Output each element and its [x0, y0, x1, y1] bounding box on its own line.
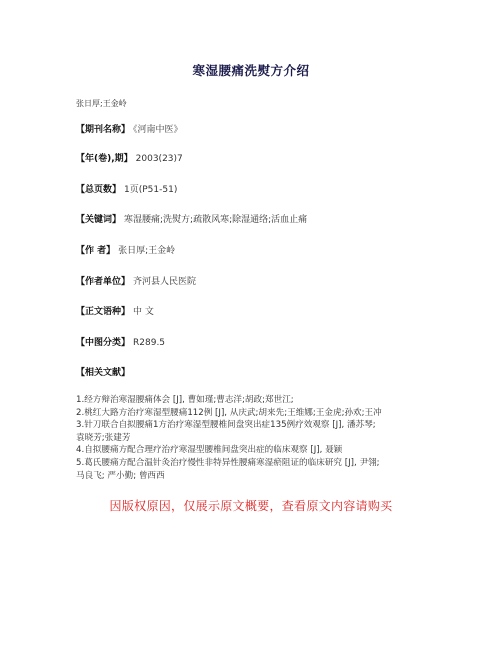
field-clc-label: 【中图分类】 [76, 338, 131, 348]
reference-item[interactable]: 3.针刀联合自拟腰痛1方治疗寒湿型腰椎间盘突出症135例疗效观察 [J], 潘苏琴; [76, 420, 376, 431]
references-list [76, 394, 432, 482]
field-language [76, 306, 154, 318]
field-year-issue-value: 2003(23)7 [135, 154, 183, 164]
reference-item[interactable]: 4.自拟腰痛方配合理疗治疗寒湿型腰椎间盘突出症的临床观察 [J], 聂颖 [76, 445, 343, 456]
copyright-notice: 因版权原因，仅展示原文概要，查看原文内容请购买 [109, 499, 393, 513]
field-clc-value: R289.5 [133, 338, 166, 348]
field-pages-label: 【总页数】 [76, 185, 122, 195]
field-keywords-label: 【关键词】 [76, 215, 122, 225]
field-keywords-value: 寒湿腰痛;洗熨方;疏散风寒;除湿通络;活血止痛 [124, 215, 308, 225]
reference-item-continued[interactable]: 袁晓芳;张建芳 [76, 432, 131, 443]
field-affiliation-value: 齐河县人民医院 [133, 277, 197, 287]
field-journal-value: 《河南中医》 [133, 125, 183, 135]
field-clc [76, 337, 165, 349]
field-year-issue [76, 153, 183, 165]
field-author-value: 张日厚;王金岭 [118, 246, 176, 256]
field-affiliation [76, 276, 196, 288]
field-pages [76, 184, 177, 196]
reference-item[interactable]: 1.经方辩治寒湿腰痛体会 [J], 曹如瑾;曹志洋;胡政;郑世江; [76, 395, 294, 405]
reference-item-continued[interactable]: 马良飞; 严小勤; 曾西西 [76, 470, 165, 481]
reference-item[interactable]: 2.桃红大路方治疗寒湿型腰痛112例 [J], 从庆武;胡来先;王维娜;王金虎;孙欢;王冲 [76, 407, 382, 418]
field-pages-value: 1页(P51-51) [124, 185, 178, 195]
field-language-value: 中 文 [133, 307, 154, 317]
authors-line: 张日厚;王金岭 [76, 99, 127, 108]
field-author-label: 【作 者】 [76, 246, 116, 256]
related-heading-label: 【相关文献】 [76, 368, 131, 378]
field-related-heading [76, 367, 130, 379]
field-year-issue-label: 【年(卷),期】 [76, 154, 133, 164]
reference-item[interactable]: 5.葛氏腰痛方配合温针灸治疗慢性非特异性腰痛寒湿瘀阻证的临床研究 [J], 尹翎; [76, 457, 380, 468]
field-keywords [76, 214, 307, 226]
document-title: 寒湿腰痛洗熨方介绍 [192, 63, 310, 78]
field-author [76, 245, 175, 257]
field-affiliation-label: 【作者单位】 [76, 277, 131, 287]
field-journal [76, 124, 183, 136]
field-language-label: 【正文语种】 [76, 307, 131, 317]
field-journal-label: 【期刊名称】 [76, 125, 131, 135]
